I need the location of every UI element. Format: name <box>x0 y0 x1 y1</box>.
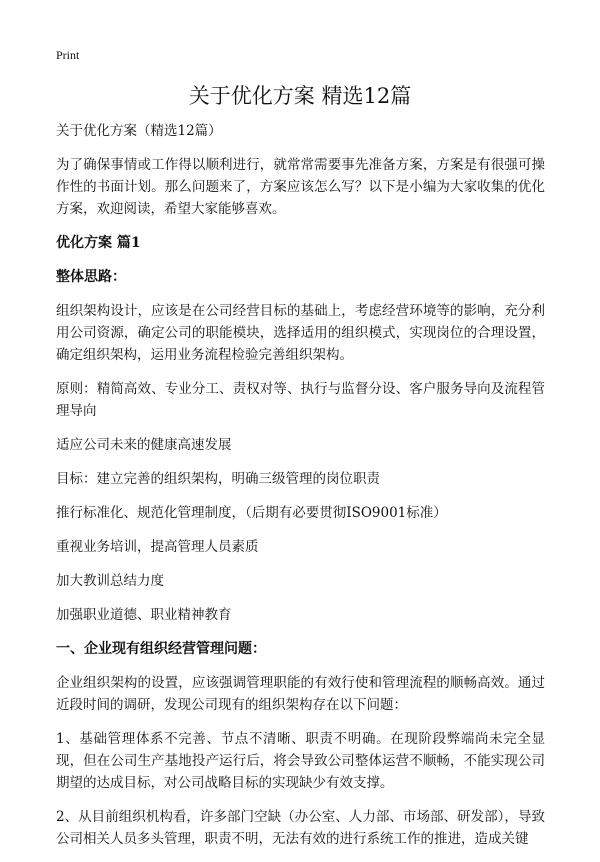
goal-paragraph: 目标：建立完善的组织架构，明确三级管理的岗位职责 <box>56 471 380 487</box>
print-label: Print <box>56 48 80 62</box>
intro-paragraph: 为了确保事情或工作得以顺利进行，就常常需要事先准备方案，方案是有很强可操作性的书面计划。那么问题来了，方案应该怎么写？以下是小编为大家收集的优化方案，欢迎阅读，希望大家能够喜欢。 <box>56 157 545 217</box>
document-title: 关于优化方案 精选12篇 <box>188 84 412 108</box>
overall-heading: 整体思路： <box>56 269 126 285</box>
problem-2-paragraph: 2、从目前组织机构看，许多部门空缺（办公室、人力部、市场部、研发部），导致公司相关人员多头管理，职责不明，无法有效的进行系统工作的推进，造成关键 <box>56 809 545 847</box>
problems-intro-paragraph: 企业组织架构的设置，应该强调管理职能的有效行使和管理流程的顺畅高效。通过近段时间的调研，发现公司现有的组织架构存在以下问题： <box>56 675 545 713</box>
standard-paragraph: 推行标准化、规范化管理制度，（后期有必要贯彻ISO9001标准） <box>56 505 447 521</box>
problem-1-paragraph: 1、基础管理体系不完善、节点不清晰、职责不明确。在现阶段弊端尚未完全显现，但在公司生产基地投产运行后，将会导致公司整体运营不顺畅，不能实现公司期望的达成目标，对公司战略目标的实现缺少有效支撑。 <box>56 731 545 791</box>
problems-heading: 一、企业现有组织经营管理问题： <box>56 641 266 657</box>
section-heading: 优化方案 篇1 <box>56 235 141 251</box>
document-subtitle: 关于优化方案（精选12篇） <box>56 123 222 139</box>
ethics-paragraph: 加强职业道德、职业精神教育 <box>56 607 232 623</box>
adapt-paragraph: 适应公司未来的健康高速发展 <box>56 437 232 453</box>
document-body <box>56 120 545 862</box>
training-paragraph: 重视业务培训，提高管理人员素质 <box>56 539 259 555</box>
education-paragraph: 加大教训总结力度 <box>56 573 164 589</box>
principle-paragraph: 原则：精简高效、专业分工、责权对等、执行与监督分设、客户服务导向及流程管理导向 <box>56 381 545 419</box>
overall-paragraph: 组织架构设计，应该是在公司经营目标的基础上，考虑经营环境等的影响，充分利用公司资源，确定公司的职能模块，选择适用的组织模式，实现岗位的合理设置，确定组织架构，运用业务流程检验完善组织架构。 <box>56 303 545 363</box>
